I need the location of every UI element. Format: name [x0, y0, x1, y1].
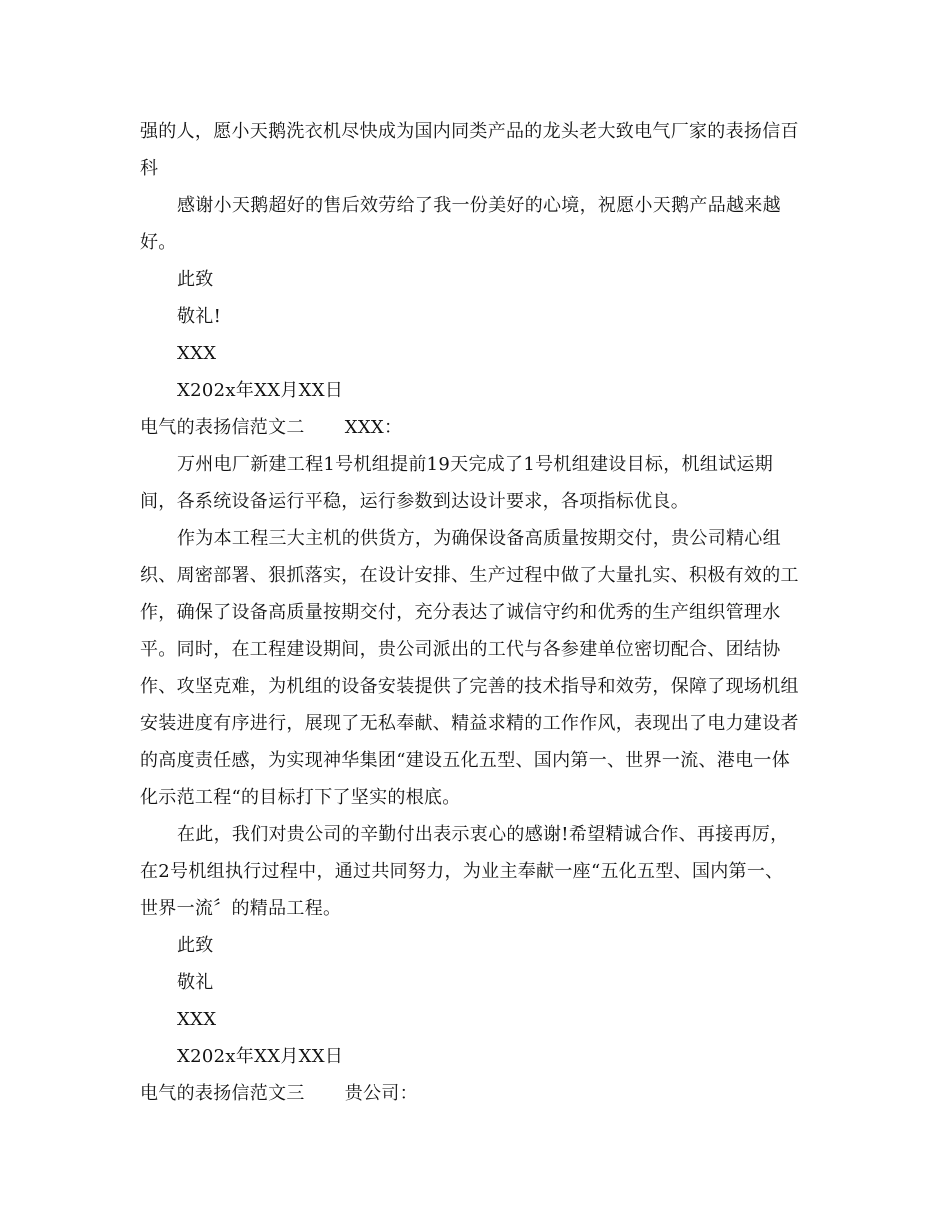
- paragraph-line: 好。: [140, 232, 177, 253]
- signer-line: XXX: [177, 1009, 217, 1030]
- paragraph-line: 万州电厂新建工程1号机组提前19天完成了1号机组建设目标，机组试运期: [177, 454, 774, 475]
- paragraph-line: 间，各系统设备运行平稳，运行参数到达设计要求，各项指标优良。: [140, 491, 689, 512]
- paragraph-line: 感谢小天鹅超好的售后效劳给了我一份美好的心境，祝愿小天鹅产品越来越: [177, 195, 781, 216]
- paragraph-line: 作为本工程三大主机的供货方，为确保设备高质量按期交付，贵公司精心组: [177, 528, 781, 549]
- section-heading: [140, 409, 812, 446]
- salute-line: 敬礼: [177, 972, 214, 993]
- paragraph-line: 世界一流〞的精品工程。: [140, 898, 342, 919]
- closing-line: 此致: [177, 269, 214, 290]
- paragraph-line: 在此，我们对贵公司的辛勤付出表示衷心的感谢!希望精诚合作、再接再厉，: [177, 824, 789, 845]
- section-title: 电气的表扬信范文三: [140, 1083, 305, 1104]
- document-page: [140, 113, 812, 1112]
- paragraph-line: 的高度责任感，为实现神华集团“建设五化五型、国内第一、世界一流、港电一体: [140, 750, 790, 771]
- paragraph-line: 织、周密部署、狠抓落实，在设计安排、生产过程中做了大量扎实、积极有效的工: [140, 565, 799, 586]
- signer-line: XXX: [177, 343, 217, 364]
- date-line: X202x年XX月XX日: [177, 1046, 344, 1067]
- paragraph-line: 安装进度有序进行，展现了无私奉献、精益求精的工作作风，表现出了电力建设者: [140, 713, 799, 734]
- addressee: 贵公司：: [344, 1083, 418, 1104]
- paragraph-line: 科: [140, 158, 159, 179]
- section-heading: [140, 1075, 812, 1112]
- section-title: 电气的表扬信范文二: [140, 417, 305, 438]
- paragraph-line: 作，确保了设备高质量按期交付，充分表达了诚信守约和优秀的生产组织管理水: [140, 602, 781, 623]
- paragraph-line: 化示范工程“的目标打下了坚实的根底。: [140, 787, 461, 808]
- date-line: X202x年XX月XX日: [177, 380, 344, 401]
- paragraph-line: 作、攻坚克难，为机组的设备安装提供了完善的技术指导和效劳，保障了现场机组: [140, 676, 799, 697]
- salute-line: 敬礼!: [177, 306, 222, 327]
- paragraph-line: 强的人，愿小天鹅洗衣机尽快成为国内同类产品的龙头老大致电气厂家的表扬信百: [140, 121, 799, 142]
- closing-line: 此致: [177, 935, 214, 956]
- addressee: XXX：: [344, 417, 403, 438]
- paragraph-line: 在2号机组执行过程中，通过共同努力，为业主奉献一座“五化五型、国内第一、: [140, 861, 784, 882]
- paragraph-line: 平。同时，在工程建设期间，贵公司派出的工代与各参建单位密切配合、团结协: [140, 639, 781, 660]
